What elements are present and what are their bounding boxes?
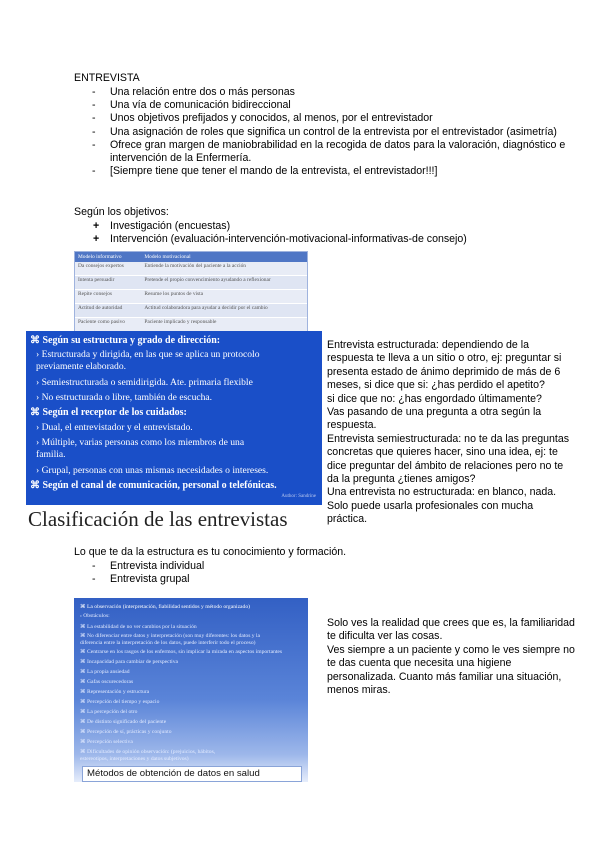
section-heading-entrevista: ENTREVISTA xyxy=(74,72,140,84)
text-line: dice preguntar del ámbito de relaciones pero no te xyxy=(327,459,564,472)
list-item: - [Siempre tiene que tener el mando de la entrevista, el entrevistador!!!] xyxy=(74,165,594,178)
slide-line: ⌘ La estabilidad de no ver cambios por la situación xyxy=(80,624,197,630)
slide-line: ⌘ Dificultades de opinión observación: (prejuicios, hábitos, xyxy=(80,749,216,755)
table-row xyxy=(75,276,307,290)
slide-line: ⌘ La propia ansiedad xyxy=(80,669,130,675)
slide-line: ⌘ Según su estructura y grado de dirección: xyxy=(30,335,221,346)
table-row xyxy=(75,262,307,276)
text-line: menos miras. xyxy=(327,684,391,697)
slide-line: › Múltiple, varias personas como los miembros de una xyxy=(36,437,245,448)
text-line: concretas que quieres hacer, sino una idea, ej: te xyxy=(327,446,558,459)
section-heading-objetivos: Según los objetivos: xyxy=(74,206,169,218)
slide-line: ⌘ Representación y estructura xyxy=(80,689,150,695)
table-cell: Paciente implicado y responsable xyxy=(141,318,307,332)
text-line: te das cuenta que necesita una higiene xyxy=(327,657,512,670)
slide-observacion xyxy=(74,598,308,782)
table-cell: Actitud de autoridad xyxy=(75,304,141,318)
table-header-row xyxy=(75,252,307,262)
slide-line: ⌘ Centrarse en los rasgos de los enfermos, sin implicar la mirada en aspectos importantes xyxy=(80,649,283,655)
list-item: + Intervención (evaluación-intervención-motivacional-informativas-de consejo) xyxy=(74,233,594,246)
slide-body xyxy=(26,331,322,505)
list-item: + Investigación (encuestas) xyxy=(74,220,594,233)
table-row xyxy=(75,304,307,318)
slide-line: › Grupal, personas con unas mismas necesidades o intereses. xyxy=(36,465,269,476)
slide-line: › Dual, el entrevistador y el entrevistado. xyxy=(36,422,193,433)
slide-title: Clasificación de las entrevistas xyxy=(28,507,288,531)
table-cell: Intenta persuadir xyxy=(75,276,141,290)
section-heading-estructura: Lo que te da la estructura es tu conocimiento y formación. xyxy=(74,546,347,558)
slide-line: ⌘ Según el receptor de los cuidados: xyxy=(30,407,187,418)
text-line: práctica. xyxy=(327,513,368,526)
entrevista-list xyxy=(74,86,594,178)
text-line: te dificulta ver las cosas. xyxy=(327,630,443,643)
explanation-observacion xyxy=(327,617,597,697)
list-item xyxy=(74,139,594,165)
text-line: Entrevista estructurada: dependiendo de la xyxy=(327,339,530,351)
slide-line: › Semiestructurada o semidirigida. Ate. primaria flexible xyxy=(36,377,253,388)
models-table xyxy=(75,252,307,332)
models-table-image xyxy=(74,251,308,333)
text-line: da la pregunta ¿tienes amigos? xyxy=(327,473,476,486)
slide-line: ⌘ No diferenciar entre datos y interpretación (son muy diferentes: los datos y la xyxy=(80,633,261,639)
text-line: respuesta te lleva a un sitio o otro, ej: preguntar si xyxy=(327,352,562,365)
slide-line: › No estructurada o libre, también de escucha. xyxy=(36,392,213,403)
text-line: Vas pasando de una pregunta a otra según la xyxy=(327,406,542,419)
text-line: presenta estado de ánimo deprimido de más de 6 xyxy=(327,365,561,378)
slide-line: ⌘ Percepción del tiempo y espacio xyxy=(80,699,160,705)
objetivos-list xyxy=(74,220,594,246)
table-header: Modelo motivacional xyxy=(141,252,307,262)
slide-line: ⌘ Según el canal de comunicación, personal o telefónicas. xyxy=(30,480,277,491)
slide-line: ⌘ La observación (interpretación, fiabilidad sentidos y método organizado) xyxy=(80,604,250,610)
table-cell: Da consejos expertos xyxy=(75,262,141,276)
table-row xyxy=(75,290,307,304)
table-cell: Paciente como pasivo xyxy=(75,318,141,332)
list-item-line: Ofrece gran margen de maniobrabilidad en la recogida de datos para la valoración, diagnóstico e xyxy=(110,138,566,151)
list-item: - Una asignación de roles que significa un control de la entrevista por el entrevistador (asimetría) xyxy=(74,126,594,139)
slide-line: ⌘ Incapacidad para cambiar de perspectiva xyxy=(80,659,178,665)
list-item: - Entrevista grupal xyxy=(74,573,374,586)
slide-line: › Obstáculos: xyxy=(80,613,110,619)
table-header: Modelo informativo xyxy=(75,252,141,262)
table-cell: Repite consejos xyxy=(75,290,141,304)
text-line: si dice que no: ¿has engordado últimamente? xyxy=(327,392,542,405)
slide-clasificacion xyxy=(26,331,322,531)
list-item: - Una relación entre dos o más personas xyxy=(74,86,594,99)
text-line: Solo puede usarla profesionales con mucha xyxy=(327,499,534,512)
list-item: - Entrevista individual xyxy=(74,560,374,573)
slide-title: Métodos de obtención de datos en salud xyxy=(87,768,260,779)
list-item: - Unos objetivos prefijados y conocidos, al menos, por el entrevistador xyxy=(74,112,594,125)
table-row xyxy=(75,318,307,332)
explanation-estructura xyxy=(327,339,597,527)
slide-line: diferencia entre la interpretación de los datos, puede interferir todo el proceso) xyxy=(80,640,256,646)
list-item-line: intervención de la Enfermería. xyxy=(110,152,252,165)
slide-line: ⌘ Percepción selectiva xyxy=(80,739,133,745)
slide-line: previamente elaborado. xyxy=(36,361,127,372)
slide-line: › Estructurada y dirigida, en las que se aplica un protocolo xyxy=(36,349,260,360)
slide-line: ⌘ Percepción de sí, prácticas y conjunto xyxy=(80,729,172,735)
text-line: Solo ves la realidad que crees que es, la familiaridad xyxy=(327,617,575,629)
text-line: meses, si dice que si: ¿has perdido el apetito? xyxy=(327,379,545,392)
slide-line: ⌘ La percepción del otro xyxy=(80,709,138,715)
slide-line: estereotipos, interpretaciones y datos subjetivos) xyxy=(80,756,189,762)
text-line: Ves siempre a un paciente y como le ves siempre no xyxy=(327,643,575,656)
slide-title-bar xyxy=(82,766,302,782)
list-item: - Una vía de comunicación bidireccional xyxy=(74,99,594,112)
table-cell: Resume los puntos de vista xyxy=(141,290,307,304)
table-cell: Pretende el propio convencimiento ayudando a reflexionar xyxy=(141,276,307,290)
slide-line: familia. xyxy=(36,449,66,460)
text-line: Entrevista semiestructurada: no te da las preguntas xyxy=(327,432,570,445)
slide-line: ⌘ Gafas oscurecedoras xyxy=(80,679,134,685)
text-line: Una entrevista no estructurada: en blanco, nada. xyxy=(327,486,557,499)
table-cell: Entiende la motivación del paciente a la acción xyxy=(141,262,307,276)
slide-credit: Author: Sandrine xyxy=(281,494,316,499)
text-line: respuesta. xyxy=(327,419,377,432)
estructura-list xyxy=(74,560,374,586)
slide-line: ⌘ De distinto significado del paciente xyxy=(80,719,167,725)
text-line: personalizada. Cuanto más familiar una situación, xyxy=(327,670,562,683)
table-cell: Actitud colaboradora para ayudar a decidir por el cambio xyxy=(141,304,307,318)
